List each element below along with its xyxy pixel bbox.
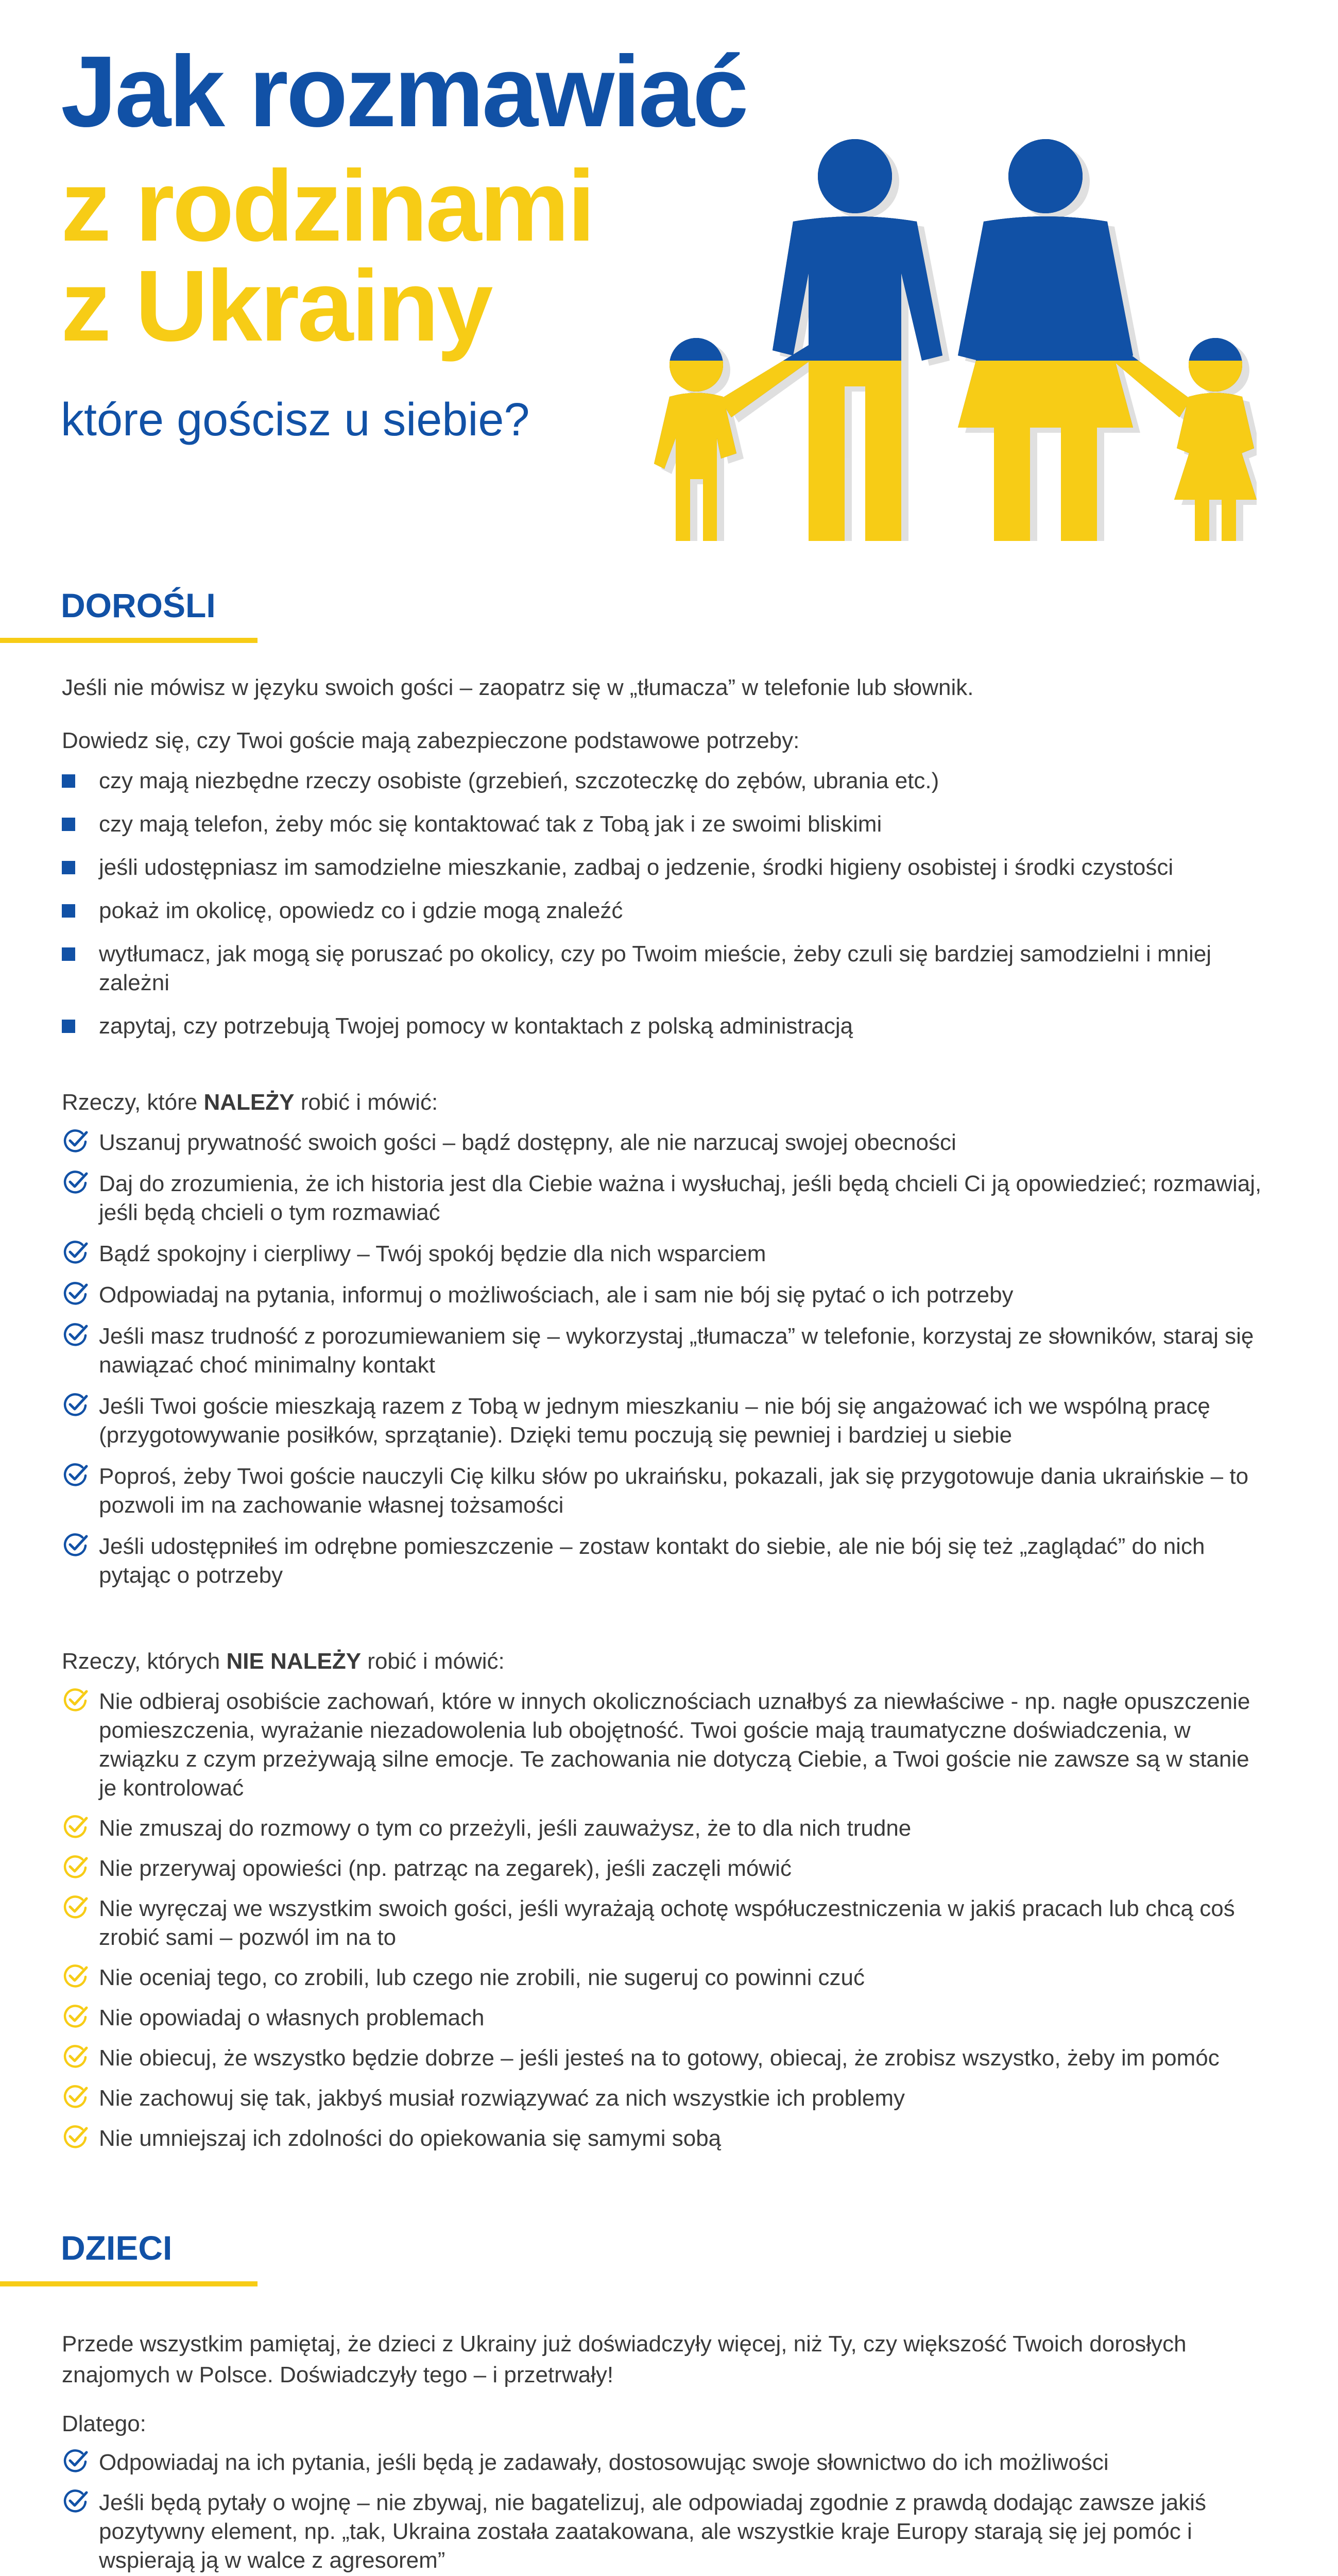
dont-item: Nie zachowuj się tak, jakbyś musiał rozwiązywać za nich wszystkie ich problemy — [62, 2084, 1272, 2113]
dont-intro: Rzeczy, których NIE NALEŻY robić i mówić: — [62, 1649, 505, 1674]
do-item: Jeśli masz trudność z porozumiewaniem się – wykorzystaj „tłumacza” w telefonie, korzystaj ze słowników, staraj się nawiązać choć minimalny kontakt — [62, 1322, 1272, 1380]
dont-item: Nie zmuszaj do rozmowy o tym co przeżyli, jeśli zauważysz, że to dla nich trudne — [62, 1814, 1272, 1843]
do-item: Uszanuj prywatność swoich gości – bądź dostępny, ale nie narzucaj swojej obecności — [62, 1128, 1272, 1157]
bullet-square-icon — [62, 1020, 75, 1033]
needs-item: czy mają niezbędne rzeczy osobiste (grzebień, szczoteczkę do zębów, ubrania etc.) — [62, 767, 1267, 795]
do-item: Poproś, żeby Twoi goście nauczyli Cię kilku słów po ukraińsku, pokazali, jak się przygotowuje dania ukraińskie – to pozwoli im na zachowanie własnej tożsamości — [62, 1462, 1272, 1520]
bullet-square-icon — [62, 861, 75, 874]
children-do-item: Odpowiadaj na ich pytania, jeśli będą je zadawały, dostosowując swoje słownictwo do ich możliwości — [62, 2448, 1272, 2477]
check-circle-icon — [62, 1532, 89, 1559]
do-item: Odpowiadaj na pytania, informuj o możliwościach, ale i sam nie bój się pytać o ich potrzeby — [62, 1281, 1272, 1310]
check-circle-yellow-icon — [62, 2004, 89, 2030]
children-do-list — [62, 2448, 1272, 2576]
bullet-square-icon — [62, 818, 75, 831]
check-circle-yellow-icon — [62, 1854, 89, 1881]
check-circle-icon — [62, 1240, 89, 1266]
check-circle-icon — [62, 1462, 89, 1489]
needs-item: jeśli udostępniasz im samodzielne mieszkanie, zadbaj o jedzenie, środki higieny osobistej i środki czystości — [62, 853, 1267, 882]
title-line-1: Jak rozmawiać — [61, 35, 747, 148]
adults-dont-list — [62, 1687, 1272, 2164]
dont-item: Nie wyręczaj we wszystkim swoich gości, jeśli wyrażają ochotę współuczestniczenia w jakiś pracach lub chcą coś zrobić sami – pozwól im na to — [62, 1894, 1272, 1952]
check-circle-yellow-icon — [62, 2084, 89, 2111]
bullet-square-icon — [62, 774, 75, 788]
check-circle-icon — [62, 2448, 89, 2475]
bullet-square-icon — [62, 904, 75, 918]
dont-item: Nie oceniaj tego, co zrobili, lub czego nie zrobili, nie sugeruj co powinni czuć — [62, 1963, 1272, 1992]
family-illustration — [654, 139, 1257, 541]
children-intro: Przede wszystkim pamiętaj, że dzieci z Ukrainy już doświadczyły więcej, niż Ty, czy większość Twoich dorosłych znajomych w Polsce. Doświadczyły tego – i przetrwały! — [62, 2331, 1187, 2387]
bullet-square-icon — [62, 947, 75, 961]
needs-item: zapytaj, czy potrzebują Twojej pomocy w kontaktach z polską administracją — [62, 1012, 1267, 1041]
subtitle: które gościsz u siebie? — [61, 394, 530, 446]
check-circle-yellow-icon — [62, 1894, 89, 1921]
check-circle-yellow-icon — [62, 1687, 89, 1714]
needs-list — [62, 767, 1267, 1055]
needs-item: wytłumacz, jak mogą się poruszać po okolicy, czy po Twoim mieście, żeby czuli się bardziej samodzielni i mniej zależni — [62, 940, 1267, 997]
do-item: Daj do zrozumienia, że ich historia jest dla Ciebie ważna i wysłuchaj, jeśli będą chcieli Ci ją opowiedzieć; rozmawiaj, jeśli będą chcieli o tym rozmawiać — [62, 1170, 1272, 1227]
needs-intro: Dowiedz się, czy Twoi goście mają zabezpieczone podstawowe potrzeby: — [62, 728, 800, 753]
check-circle-icon — [62, 1128, 89, 1155]
dont-item: Nie umniejszaj ich zdolności do opiekowania się samymi sobą — [62, 2124, 1272, 2153]
children-do-item: Jeśli będą pytały o wojnę – nie zbywaj, nie bagatelizuj, ale odpowiadaj zgodnie z prawdą dodając zawsze jakiś pozytywny element, np. „tak, Ukraina została zaatakowana, ale wszystkie kraje Europy starają się jej pomóc i wspierają ją w walce z agresorem” — [62, 2488, 1272, 2575]
check-circle-icon — [62, 1392, 89, 1419]
dont-item: Nie przerywaj opowieści (np. patrząc na zegarek), jeśli zaczęli mówić — [62, 1854, 1272, 1883]
dont-item: Nie odbieraj osobiście zachowań, które w innych okolicznościach uznałbyś za niewłaściwe - np. nagłe opuszczenie pomieszczenia, wyrażanie niezadowolenia lub obojętność. Twoi goście mają traumatyczne doświadczenia, w związku z czym przeżywają silne emocje. Te zachowania nie dotyczą Ciebie, a Twoi goście nie zawsze są w stanie je kontrolować — [62, 1687, 1272, 1803]
needs-item: czy mają telefon, żeby móc się kontaktować tak z Tobą jak i ze swoimi bliskimi — [62, 810, 1267, 839]
title-line-2: z rodzinami — [61, 149, 594, 262]
title-line-3: z Ukrainy — [61, 249, 491, 362]
do-item: Bądź spokojny i cierpliwy – Twój spokój będzie dla nich wsparciem — [62, 1240, 1272, 1268]
check-circle-icon — [62, 1281, 89, 1308]
children-heading-underline — [0, 2281, 258, 2286]
check-circle-icon — [62, 2488, 89, 2515]
check-circle-icon — [62, 1322, 89, 1349]
dont-item: Nie opowiadaj o własnych problemach — [62, 2004, 1272, 2032]
therefore-label: Dlatego: — [62, 2411, 146, 2436]
check-circle-yellow-icon — [62, 2044, 89, 2071]
check-circle-yellow-icon — [62, 2124, 89, 2151]
do-intro: Rzeczy, które NALEŻY robić i mówić: — [62, 1090, 438, 1115]
needs-item: pokaż im okolicę, opowiedz co i gdzie mogą znaleźć — [62, 896, 1267, 925]
adults-do-list — [62, 1128, 1272, 1602]
adults-heading-underline — [0, 638, 258, 643]
check-circle-icon — [62, 1170, 89, 1196]
dont-item: Nie obiecuj, że wszystko będzie dobrze – jeśli jesteś na to gotowy, obiecaj, że zrobisz wszystko, żeby im pomóc — [62, 2044, 1272, 2073]
adults-heading: DOROŚLI — [61, 586, 216, 624]
check-circle-yellow-icon — [62, 1963, 89, 1990]
do-item: Jeśli udostępniłeś im odrębne pomieszczenie – zostaw kontakt do siebie, ale nie bój się też „zaglądać” do nich pytając o potrzeby — [62, 1532, 1272, 1590]
children-heading: DZIECI — [61, 2229, 173, 2267]
check-circle-yellow-icon — [62, 1814, 89, 1841]
adults-intro: Jeśli nie mówisz w języku swoich gości – zaopatrz się w „tłumacza” w telefonie lub słownik. — [62, 675, 974, 700]
do-item: Jeśli Twoi goście mieszkają razem z Tobą w jednym mieszkaniu – nie bój się angażować ich we wspólną pracę (przygotowywanie posiłków, sprzątanie). Dzięki temu poczują się pewniej i bardziej u siebie — [62, 1392, 1272, 1450]
